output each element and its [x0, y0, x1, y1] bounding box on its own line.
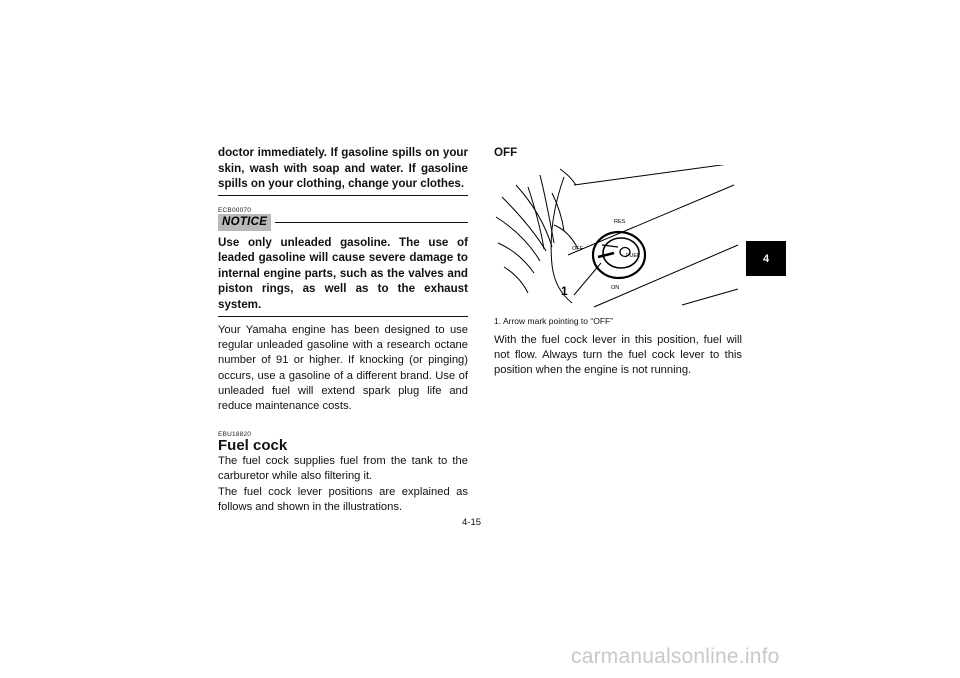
- octane-paragraph: Your Yamaha engine has been designed to use regular unleaded gasoline with a research octane number of 91 or higher. If knocking (or pinging) occurs, use a gasoline of a different brand. Use of unleaded fuel will extend spark plug life and reduce maintenance costs.: [218, 324, 468, 413]
- off-description: With the fuel cock lever in this position, fuel will not flow. Always turn the fuel cock lever to this position when the engine is not running.: [494, 333, 742, 376]
- intro-paragraph-1: The fuel cock supplies fuel from the tank to the carburetor while also filtering it.: [218, 455, 468, 483]
- chapter-tab: 4: [746, 241, 786, 276]
- notice-header: [218, 214, 468, 232]
- notice-code: ECB00070: [218, 206, 252, 214]
- notice-header-rule: [275, 222, 468, 223]
- right-column: [494, 145, 742, 378]
- position-heading: OFF: [494, 146, 518, 159]
- left-column: [218, 145, 468, 515]
- section-code: EBU18820: [218, 431, 252, 439]
- warning-end-rule: [218, 195, 468, 196]
- tank-edge-line: [594, 245, 738, 307]
- warning-continuation: doctor immediately. If gasoline spills on your skin, wash with soap and water. If gasoline spills on your clothing, change your clothes.: [218, 146, 468, 190]
- section-heading: Fuel cock: [218, 437, 288, 455]
- watermark: carmanualsonline.info: [571, 645, 780, 668]
- page-number: 4-15: [462, 517, 482, 528]
- label-fuel: FUEL: [626, 252, 641, 259]
- notice-badge: NOTICE: [218, 214, 271, 231]
- notice-text: Use only unleaded gasoline. The use of leaded gasoline will cause severe damage to internal engine parts, such as the valves and piston rings, as well as to the exhaust system.: [218, 235, 468, 311]
- label-res: RES: [614, 218, 626, 225]
- callout-number: 1: [561, 283, 568, 298]
- label-on: ON: [611, 284, 620, 291]
- label-off: OFF: [572, 245, 583, 252]
- notice-end-rule: [218, 316, 468, 317]
- figure-caption: 1. Arrow mark pointing to “OFF”: [494, 315, 614, 326]
- fuel-cock-illustration: [494, 165, 742, 311]
- intro-paragraph-2: The fuel cock lever positions are explained as follows and shown in the illustrations.: [218, 485, 468, 513]
